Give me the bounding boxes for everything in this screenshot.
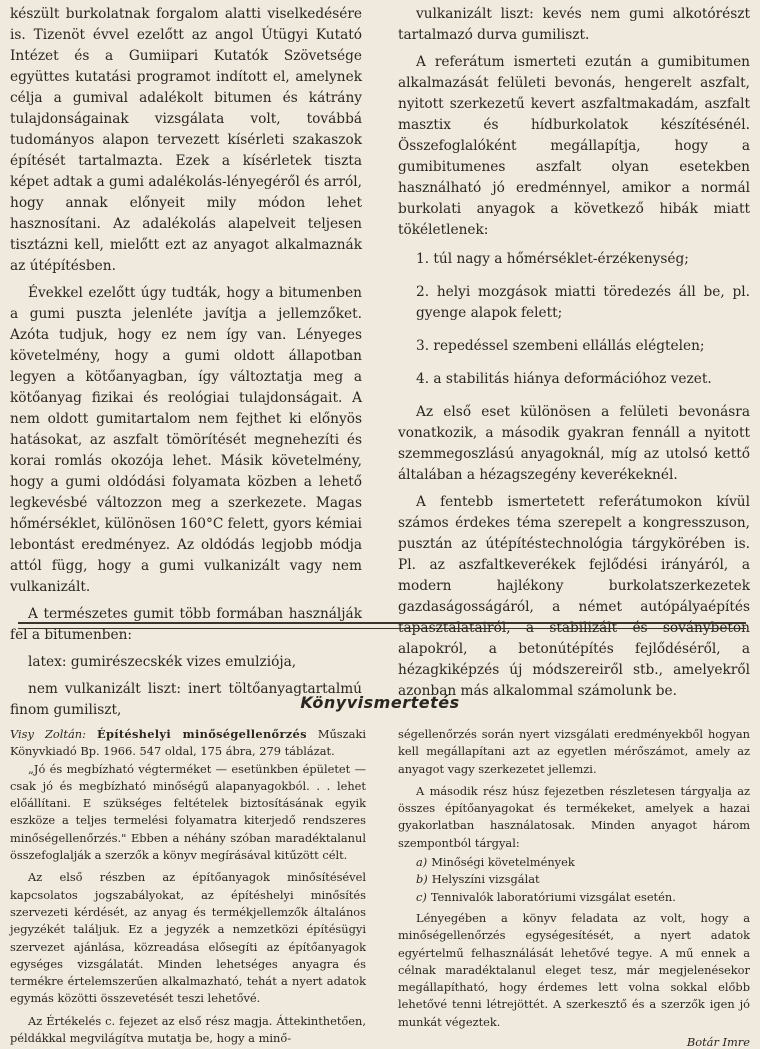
list-item: 4. a stabilitás hiánya deformációhoz vezet. <box>416 371 712 387</box>
paragraph: Az Értékelés c. fejezet az első rész magja. Áttekinthetően, példákkal megvilágítva mutatja be, hogy a minő- <box>10 1013 366 1046</box>
list-letter: c) <box>416 889 427 904</box>
list-text: Minőségi követelmények <box>431 855 575 870</box>
paragraph: A fentebb ismertetett referátumokon kívül számos érdekes téma szerepelt a kongresszuson, pusztán az útépítéstechnológia tárgykörében is. Pl. az aszfaltkeverékek fejlődési irányáról, a modern hajlékony burkolatszerkezetek gazdaságosságáról, a német autópályaépítés tapasztalatairól, a stabilizált és soványbeton alapokról, a betonútépítés fejlődéséről, a hézagkiképzés új módszereiről stb., amelyekről azonban más alkalommal számolunk be. <box>398 494 750 699</box>
problem-list <box>398 249 750 390</box>
paragraph: nem vulkanizált liszt: inert töltőanyagtartalmú finom gumiliszt, <box>10 681 362 718</box>
review-signature: Botár Imre <box>686 1035 750 1049</box>
paragraph: latex: gumirészecskék vizes emulziója, <box>28 654 297 670</box>
review-book-title: Építéshelyi minőségellenőrzés <box>96 727 307 741</box>
list-text: Tennivalók laboratóriumi vizsgálat esetén. <box>430 889 676 904</box>
review-author: Visy Zoltán: <box>10 727 86 741</box>
review-publication: Műszaki Könyvkiadó Bp. 1966. 547 oldal, 175 ábra, 279 táblázat. <box>10 727 366 759</box>
list-text: Helyszíni vizsgálat <box>431 872 540 887</box>
list-letter: b) <box>416 872 428 887</box>
criteria-list <box>416 854 750 906</box>
section-divider-thin <box>18 628 746 629</box>
paragraph: Évekkel ezelőtt úgy tudták, hogy a bitumenben a gumi puszta jelenléte javítja a jellemzőket. Azóta tudjuk, hogy ez nem így van. Lényeges követelmény, hogy a gumi oldott állapotban legyen a kötőanyagban, így változtatja meg a kötőanyag fizikai és reológiai tulajdonságait. A nem oldott gumitartalom nem fejthet ki előnyös hatásokat, az aszfalt tömörítését megnehezíti és korai romlás okozója lehet. Másik követelmény, hogy a gumi oldódási folyamata közben a lehető legkevésbé változzon meg a szerkezete. Magas hőmérséklet, különösen 160°C felett, gyors kémiai lebontást eredményez. Az oldódás legjobb módja attól függ, hogy a gumi vulkanizált vagy nem vulkanizált. <box>10 285 362 595</box>
paragraph: A második rész húsz fejezetben részletesen tárgyalja az összes építőanyagokat és termékeket, amelyek a hazai gyakorlatban használatosak. Minden anyagot három szempontból tárgyal: <box>398 783 750 850</box>
paragraph: Az első eset különösen a felületi bevonásra vonatkozik, a második gyakran fennáll a nyitott szemmegoszlású anyagoknál, míg az utolsó kettő általában a hézagszegény keverékeknél. <box>398 404 750 483</box>
review-right-column <box>398 726 750 1049</box>
list-item <box>416 871 750 888</box>
section-heading: Könyvismertetés <box>300 693 460 712</box>
list-item <box>416 889 750 906</box>
list-item: 3. repedéssel szembeni ellállás elégtelen; <box>416 338 705 354</box>
list-letter: a) <box>416 855 428 870</box>
paragraph: készült burkolatnak forgalom alatti viselkedésére is. Tizenöt évvel ezelőtt az angol Útügyi Kutató Intézet és a Gumiipari Kutatók Szövetsége együttes kutatási programot indított el, amelynek célja a gumival adalékolt bitumen és kátrány tulajdonságainak vizsgálata volt, továbbá tudományos alapon tervezett kísérleti szakaszok építését tartalmazta. Ezek a kísérletek tiszta képet adtak a gumi adalékolás-lényegéről és arról, hogy annak előnyeit mily módon lehet hasznosítani. Az adalékolás alapelveit teljesen tisztázni kell, mielőtt ezt az anyagot alkalmaznák az útépítésben. <box>10 6 362 274</box>
upper-left-column <box>10 4 362 721</box>
upper-right-column <box>398 4 750 702</box>
list-item <box>416 854 750 871</box>
paragraph: Lényegében a könyv feladata az volt, hogy a minőségellenőrzés egységesítését, a nyert adatok egyértelmű felhasználását lehetővé tegye. A mű ennek a célnak maradéktalanul eleget tesz, már megjelenésekor megállapítható, hogy érdemes lett volna sokkal előbb lehetővé tenni létrejöttét. A szerkesztő és a szerzők igen jó munkát végeztek. <box>398 910 750 1029</box>
list-item: 1. túl nagy a hőmérséklet-érzékenység; <box>416 251 689 267</box>
paragraph: Az első részben az építőanyagok minősítésével kapcsolatos jogszabályokat, az építéshelyi minősítés szervezeti kérdését, az anyag és termékjellemzők általános jegyzékét találjuk. Ez a jegyzék a nemzetközi építésügyi szervezet ajánlása, közreadása elősegíti az építőanyagok egységes vizsgálatát. Minden lehetséges anyagra és termékre értelemszerűen alkalmazható, tehát a nyert adatok egymás közötti összevetését teszi lehetővé. <box>10 870 366 1006</box>
paragraph: A referátum ismerteti ezután a gumibitumen alkalmazását felületi bevonás, hengerelt aszfalt, nyitott szerkezetű kevert aszfaltmakadám, aszfalt masztix és hídburkolatok készítésénél. Összefoglalóként megállapítja, hogy a gumibitumenes aszfalt olyan esetekben használható jó eredménnyel, amikor a normál burkolati anyagok a következő hibák miatt tökéletlenek: <box>398 54 750 238</box>
paragraph: „Jó és megbízható végterméket — esetünkben épületet — csak jó és megbízható minőségű alapanyagokból. . . lehet előállítani. E szükséges feltételek biztosításának egyik eszköze a teljes termelési folyamatra kiterjedő rendszeres minőségellenőrzés." Ebben a néhány szóban maradéktalanul összefoglalják a szerzők a könyv megírásával kitűzött célt. <box>10 761 366 863</box>
list-item: 2. helyi mozgások miatti töredezés áll be, pl. gyenge alapok felett; <box>416 284 750 321</box>
paragraph: vulkanizált liszt: kevés nem gumi alkotórészt tartalmazó durva gumiliszt. <box>398 6 750 43</box>
review-left-column <box>10 726 366 1047</box>
review-lead <box>10 726 366 761</box>
paragraph: A természetes gumit több formában használják fel a bitumenben: <box>10 606 362 643</box>
section-divider <box>18 622 746 624</box>
paragraph: ségellenőrzés során nyert vizsgálati eredményekből hogyan kell megállapítani azt az egyetlen mérőszámot, amely az anyagot vagy szerkezetet jellemzi. <box>398 727 750 776</box>
